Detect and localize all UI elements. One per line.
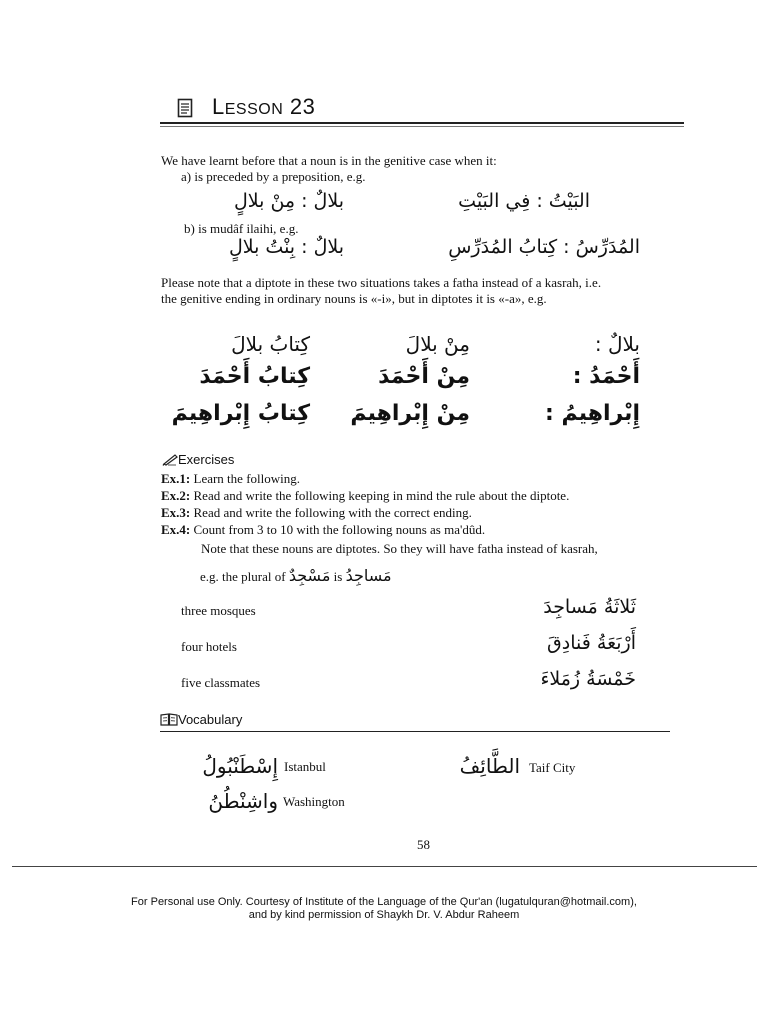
count-item-english: five classmates: [181, 675, 261, 690]
case-b-example-left: بلالٌ : بِنْتُ بلالٍ: [228, 236, 344, 258]
exercise-item: Ex.4: Count from 3 to 10 with the following nouns as ma'dûd.: [161, 522, 486, 537]
diptote-note-line2: the genitive ending in ordinary nouns is «-i», but in diptotes it is «-a», e.g.: [161, 291, 547, 306]
vocabulary-heading: Vocabulary: [160, 712, 242, 729]
vocab-english: Washington: [283, 794, 345, 809]
ex4-singular: مَسْجِدٌ: [288, 566, 331, 585]
pencil-icon: [162, 452, 178, 469]
case-a-example-left: بلالٌ : مِنْ بلالٍ: [233, 190, 344, 212]
diptote-with-min: مِنْ أَحْمَدَ: [378, 364, 470, 389]
ex4-example: e.g. the plural of مَسْجِدٌ is مَساجِدُ: [200, 566, 392, 585]
exercise-item: Ex.2: Read and write the following keeping in mind the rule about the diptote.: [161, 488, 570, 503]
diptote-with-kitab: كِتابُ إِبْراهِيمَ: [171, 401, 310, 426]
vocab-arabic: الطَّائِفُ: [459, 754, 520, 778]
count-item-arabic: ثَلاثَةُ مَساجِدَ: [543, 596, 636, 618]
exercises-heading: Exercises: [162, 452, 234, 469]
case-b-text: b) is mudâf ilaihi, e.g.: [184, 221, 299, 236]
header-rule-thin: [160, 126, 684, 127]
count-item-english: four hotels: [181, 639, 237, 654]
footer-line2: and by kind permission of Shaykh Dr. V. Abdur Raheem: [248, 909, 520, 921]
diptote-base: أَحْمَدُ :: [572, 364, 640, 389]
footer-rule: [12, 866, 757, 867]
ex4-plural: مَساجِدُ: [345, 566, 392, 585]
document-icon: [177, 98, 193, 118]
case-b-example-right: المُدَرِّسُ : كِتابُ المُدَرِّسِ: [448, 236, 640, 258]
case-a-example-right: البَيْتُ : فِي البَيْتِ: [458, 190, 590, 212]
count-item-arabic: أَرْبَعَةُ فَنادِقَ: [547, 632, 636, 654]
diptote-with-min: مِنْ إِبْراهِيمَ: [350, 401, 470, 426]
diptote-note-line1: Please note that a diptote in these two situations takes a fatha instead of a kasrah, i.e.: [161, 275, 602, 290]
vocab-english: Istanbul: [284, 759, 326, 774]
vocab-arabic: واشِنْطُنُ: [208, 789, 278, 813]
diptote-base: إِبْراهِيمُ :: [545, 401, 640, 426]
page-number: 58: [417, 837, 430, 852]
diptote-with-kitab: كِتابُ أَحْمَدَ: [199, 364, 310, 389]
vocab-arabic: إِسْطَنْبُولُ: [202, 754, 278, 778]
exercise-item: Ex.3: Read and write the following with the correct ending.: [161, 505, 472, 520]
vocabulary-rule: [160, 731, 670, 732]
exercise-item: Ex.1: Learn the following.: [161, 471, 300, 486]
header-rule: [160, 122, 684, 124]
intro-line: We have learnt before that a noun is in the genitive case when it:: [161, 153, 497, 168]
book-icon: [160, 713, 178, 729]
case-a-text: a) is preceded by a preposition, e.g.: [181, 169, 366, 184]
count-item-arabic: خَمْسَةُ زُمَلاءَ: [540, 668, 636, 690]
lesson-title: LESSON 23: [212, 94, 316, 119]
count-item-english: three mosques: [181, 603, 256, 618]
diptote-with-min: مِنْ بلالَ: [405, 332, 470, 356]
ex4-note: Note that these nouns are diptotes. So they will have fatha instead of kasrah,: [201, 541, 598, 556]
diptote-with-kitab: كِتابُ بلالَ: [231, 332, 310, 356]
footer-line1: For Personal use Only. Courtesy of Institute of the Language of the Qur'an (lugatulquran@hotmail.com),: [131, 896, 637, 908]
vocab-english: Taif City: [529, 760, 576, 775]
diptote-base: بلالٌ :: [594, 332, 640, 356]
